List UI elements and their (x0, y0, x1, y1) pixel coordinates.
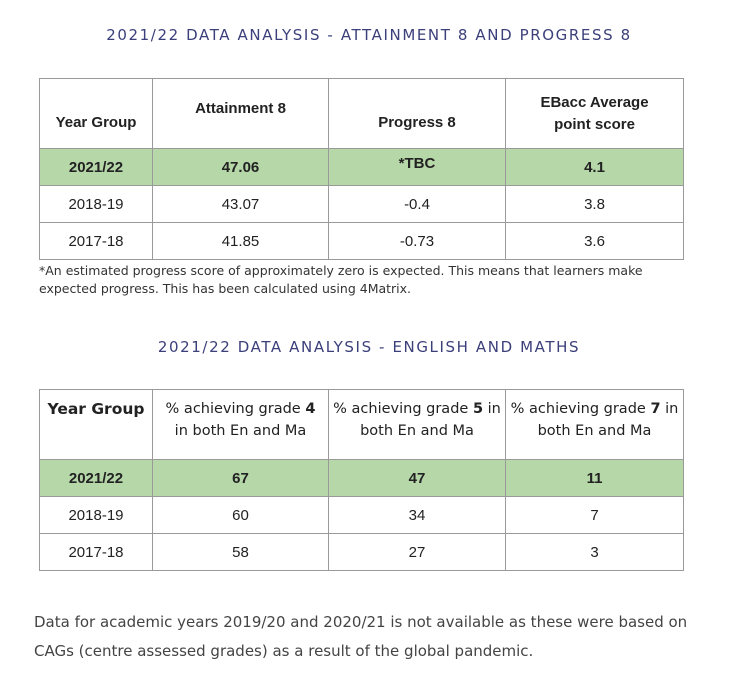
cell-grade-7: 3 (506, 534, 684, 571)
header-text: % achieving grade (333, 401, 473, 417)
english-maths-table (39, 389, 684, 571)
cell-grade-7: 7 (506, 497, 684, 534)
table-row (40, 223, 684, 260)
table-header-row (40, 390, 684, 460)
cell-ebacc: 4.1 (506, 149, 684, 186)
cell-year: 2018-19 (40, 186, 153, 223)
attainment-section-heading: 2021/22 DATA ANALYSIS - ATTAINMENT 8 AND PROGRESS 8 (106, 26, 632, 44)
cell-progress: -0.4 (329, 186, 506, 223)
table-row (40, 497, 684, 534)
header-text: in both En and Ma (537, 401, 679, 439)
header-text: % achieving grade (165, 401, 306, 417)
cell-grade-4: 67 (153, 460, 329, 497)
header-year-group: Year Group (40, 390, 153, 460)
progress-footnote: *An estimated progress score of approximately zero is expected. This means that learners make expected progress. This has been calculated using 4Matrix. (39, 263, 643, 296)
cell-grade-5: 27 (329, 534, 506, 571)
cell-year: 2021/22 (40, 460, 153, 497)
cell-attainment: 47.06 (153, 149, 329, 186)
cell-year: 2017-18 (40, 223, 153, 260)
cell-year: 2017-18 (40, 534, 153, 571)
header-year-group: Year Group (40, 79, 153, 149)
header-attainment-8: Attainment 8 (153, 79, 329, 149)
cell-grade-5: 34 (329, 497, 506, 534)
availability-note: Data for academic years 2019/20 and 2020/21 is not available as these were based on CAGs (centre assessed grades) as a result of the global pandemic. (34, 613, 688, 660)
header-text: in both En and Ma (174, 423, 307, 439)
header-grade-5 (329, 390, 506, 460)
cell-grade-4: 58 (153, 534, 329, 571)
cell-ebacc: 3.6 (506, 223, 684, 260)
cell-grade-5: 47 (329, 460, 506, 497)
attainment-progress-table (39, 78, 684, 260)
table-row (40, 460, 684, 497)
cell-grade-7: 11 (506, 460, 684, 497)
cell-year: 2018-19 (40, 497, 153, 534)
cell-ebacc: 3.8 (506, 186, 684, 223)
cell-progress: -0.73 (329, 223, 506, 260)
header-progress-8: Progress 8 (329, 79, 506, 149)
cell-progress: *TBC (329, 149, 506, 186)
cell-grade-4: 60 (153, 497, 329, 534)
header-text: % achieving grade (510, 401, 651, 417)
header-grade-4 (153, 390, 329, 460)
header-ebacc-score: EBacc Average point score (506, 79, 684, 149)
table-row (40, 534, 684, 571)
cell-year: 2021/22 (40, 149, 153, 186)
grade-number: 7 (650, 401, 661, 417)
grade-number: 5 (472, 401, 484, 417)
table-row (40, 186, 684, 223)
grade-number: 4 (305, 401, 316, 417)
table-header-row (40, 79, 684, 149)
cell-attainment: 41.85 (153, 223, 329, 260)
header-grade-7 (506, 390, 684, 460)
header-text: in both En and Ma (360, 401, 501, 439)
cell-attainment: 43.07 (153, 186, 329, 223)
english-maths-section-heading: 2021/22 DATA ANALYSIS - ENGLISH AND MATHS (157, 338, 581, 356)
table-row (40, 149, 684, 186)
